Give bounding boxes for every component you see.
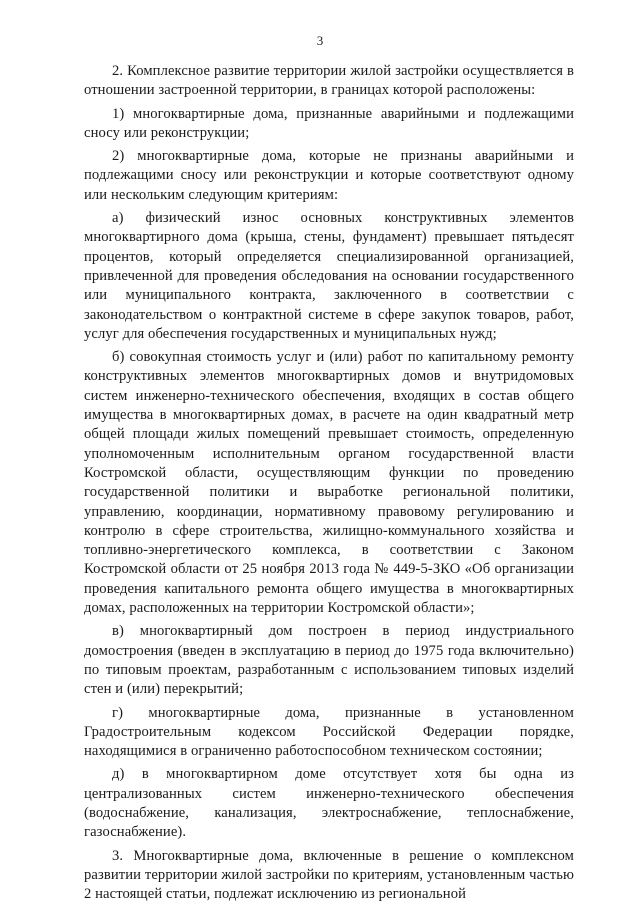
criterion-v: в) многоквартирный дом построен в период индустриального домостроения (введен в эксплуатацию в период до 1975 года включительно) по типовым проектам, разработанным с использованием типовых изделий стен и (или) перекрытий; bbox=[84, 623, 574, 698]
criterion-b: б) совокупная стоимость услуг и (или) работ по капитальному ремонту конструктивных элементов многоквартирных домов и внутридомовых систем инженерно-технического обеспечения, входящих в состав общего имущества в многоквартирных домах, в расчете на один квадратный метр общей площади жилых помещений превышает стоимость, определенную уполномоченным исполнительным органом государственной власти Костромской области, осуществляющим функции по проведению государственной политики и выработке региональной политики, управлению, координации, нормативному правовому регулированию и контролю в сфере строительства, жилищно-коммунального хозяйства и топливно-энергетического комплекса, в соответствии с Законом Костромской области от 25 ноября 2013 года № 449-5-ЗКО «Об организации проведения капитального ремонта общего имущества в многоквартирных домах, расположенных на территории Костромской области»; bbox=[84, 349, 574, 617]
criterion-a: а) физический износ основных конструктивных элементов многоквартирного дома (крыша, стены, фундамент) превышает пятьдесят процентов, который определяется специализированной организацией, привлеченной для проведения обследования на основании государственного или муниципального контракта, заключенного в соответствии с законодательством о контрактной системе в сфере закупок товаров, работ, услуг для обеспечения государственных и муниципальных нужд; bbox=[84, 210, 574, 342]
paragraph-2: 2. Комплексное развитие территории жилой застройки осуществляется в отношении застроенной территории, в границах которой расположены: bbox=[84, 63, 574, 99]
criterion-g: г) многоквартирные дома, признанные в установленном Градостроительным кодексом Российской Федерации порядке, находящимися в ограниченно работоспособном техническом состоянии; bbox=[84, 704, 574, 760]
paragraph-2-item-2: 2) многоквартирные дома, которые не признаны аварийными и подлежащими сносу или реконструкции и которые соответствуют одному или нескольким следующим критериям: bbox=[84, 148, 574, 203]
document-body bbox=[84, 62, 574, 908]
page-number: 3 bbox=[316, 33, 324, 48]
paragraph-3: 3. Многоквартирные дома, включенные в решение о комплексном развитии территории жилой застройки по критериям, установленным частью 2 настоящей статьи, подлежат исключению из региональной bbox=[84, 847, 574, 903]
paragraph-2-item-1: 1) многоквартирные дома, признанные аварийными и подлежащими сносу или реконструкции; bbox=[84, 105, 574, 141]
criterion-d: д) в многоквартирном доме отсутствует хотя бы одна из централизованных систем инженерно-технического обеспечения (водоснабжение, канализация, электроснабжение, теплоснабжение, газоснабжение). bbox=[84, 766, 574, 841]
